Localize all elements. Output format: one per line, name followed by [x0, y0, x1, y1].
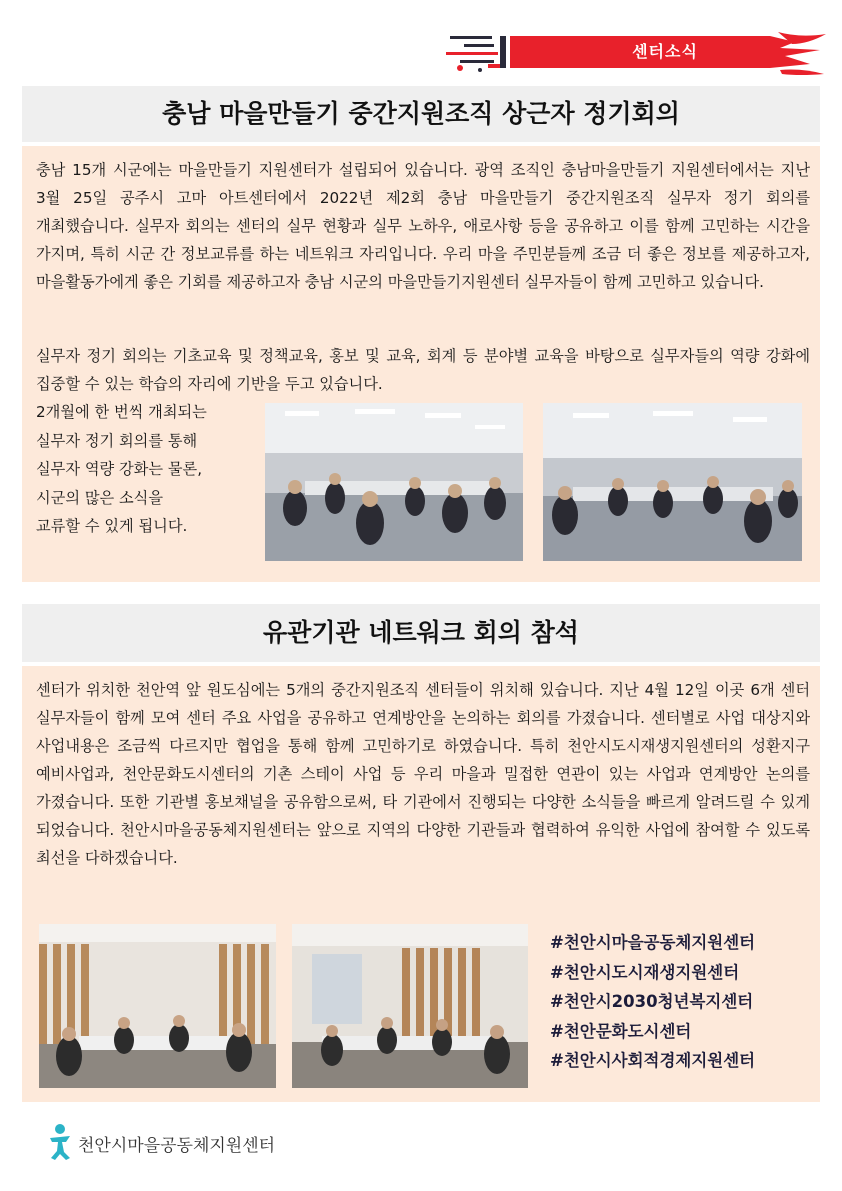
- network-photo-1: [39, 924, 276, 1088]
- footer-logo-text: 천안시마을공동체지원센터: [78, 1136, 276, 1156]
- section1-side-text: 2개월에 한 번씩 개최되는 실무자 정기 회의를 통해 실무자 역량 강화는 물론, 시군의 많은 소식을 교류할 수 있게 됩니다.: [36, 403, 207, 535]
- footer-logo: [48, 1122, 308, 1162]
- section2-title: 유관기관 네트워크 회의 참석: [22, 604, 820, 662]
- hashtag-item: #천안시2030청년복지센터: [550, 992, 754, 1011]
- hashtag-item: #천안시사회적경제지원센터: [550, 1051, 756, 1070]
- badge-label: 센터소식: [632, 42, 698, 61]
- section2-content: [22, 666, 820, 1102]
- meeting-photo-2: [543, 403, 802, 561]
- hashtag-item: #천안시마을공동체지원센터: [550, 933, 756, 952]
- person-logo-icon: [48, 1122, 76, 1162]
- network-photo-2: [292, 924, 528, 1088]
- section1-content: [22, 146, 820, 582]
- meeting-photo-1: [265, 403, 523, 561]
- section1-title: 충남 마을만들기 중간지원조직 상근자 정기회의: [22, 86, 820, 142]
- hashtag-item: #천안시도시재생지원센터: [550, 962, 740, 982]
- section2-paragraph: 센터가 위치한 천안역 앞 원도심에는 5개의 중간지원조직 센터들이 위치해 있습니다. 지난 4월 12일 이곳 6개 센터 실무자들이 함께 모여 센터 주요 사업을 공유하고 연계방안을 논의하는 회의를 가졌습니다. 센터별로 사업 대상지와 사업내용은 조금씩 다르지만 협업을 통해 함께 고민하기로 하였습니다. 특히 천안시도시재생지원센터의 성환지구 예비사업과, 천안문화도시센터의 기촌 스테이 사업 등 우리 마을과 밀접한 연관이 있는 사업과 연계방안 논의를 가졌습니다. 또한 기관별 홍보채널을 공유함으로써, 타 기관에서 진행되는 다양한 소식들을 빠르게 알려드릴 수 있게 되었습니다. 천안시마을공동체지원센터는 앞으로 지역의 다양한 기관들과 협력하여 유익한 사업에 참여할 수 있도록 최선을 다하겠습니다.: [36, 681, 810, 867]
- hashtag-list: [550, 928, 755, 1076]
- section-badge: [440, 28, 830, 78]
- section1-paragraph1: 충남 15개 시군에는 마을만들기 지원센터가 설립되어 있습니다. 광역 조직인 충남마을만들기 지원센터에서는 지난 3월 25일 공주시 고마 아트센터에서 2022년 제2회 충남 마을만들기 중간지원조직 실무자 정기 회의를 개최했습니다. 실무자 회의는 센터의 실무 현황과 실무 노하우, 애로사항 등을 공유하고 이를 함께 고민하는 시간을 가지며, 특히 시군 간 정보교류를 하는 네트워크 자리입니다. 우리 마을 주민분들께 조금 더 좋은 정보를 제공하고자, 마을활동가에게 좋은 기회를 제공하고자 충남 시군의 마을만들기지원센터 실무자들이 함께 고민하고 있습니다.: [36, 161, 810, 291]
- section1-paragraph2: 실무자 정기 회의는 기초교육 및 정책교육, 홍보 및 교육, 회계 등 분야별 교육을 바탕으로 실무자들의 역량 강화에 집중할 수 있는 학습의 자리에 기반을 두고 있습니다.: [36, 347, 810, 393]
- hashtag-item: #천안문화도시센터: [550, 1021, 692, 1041]
